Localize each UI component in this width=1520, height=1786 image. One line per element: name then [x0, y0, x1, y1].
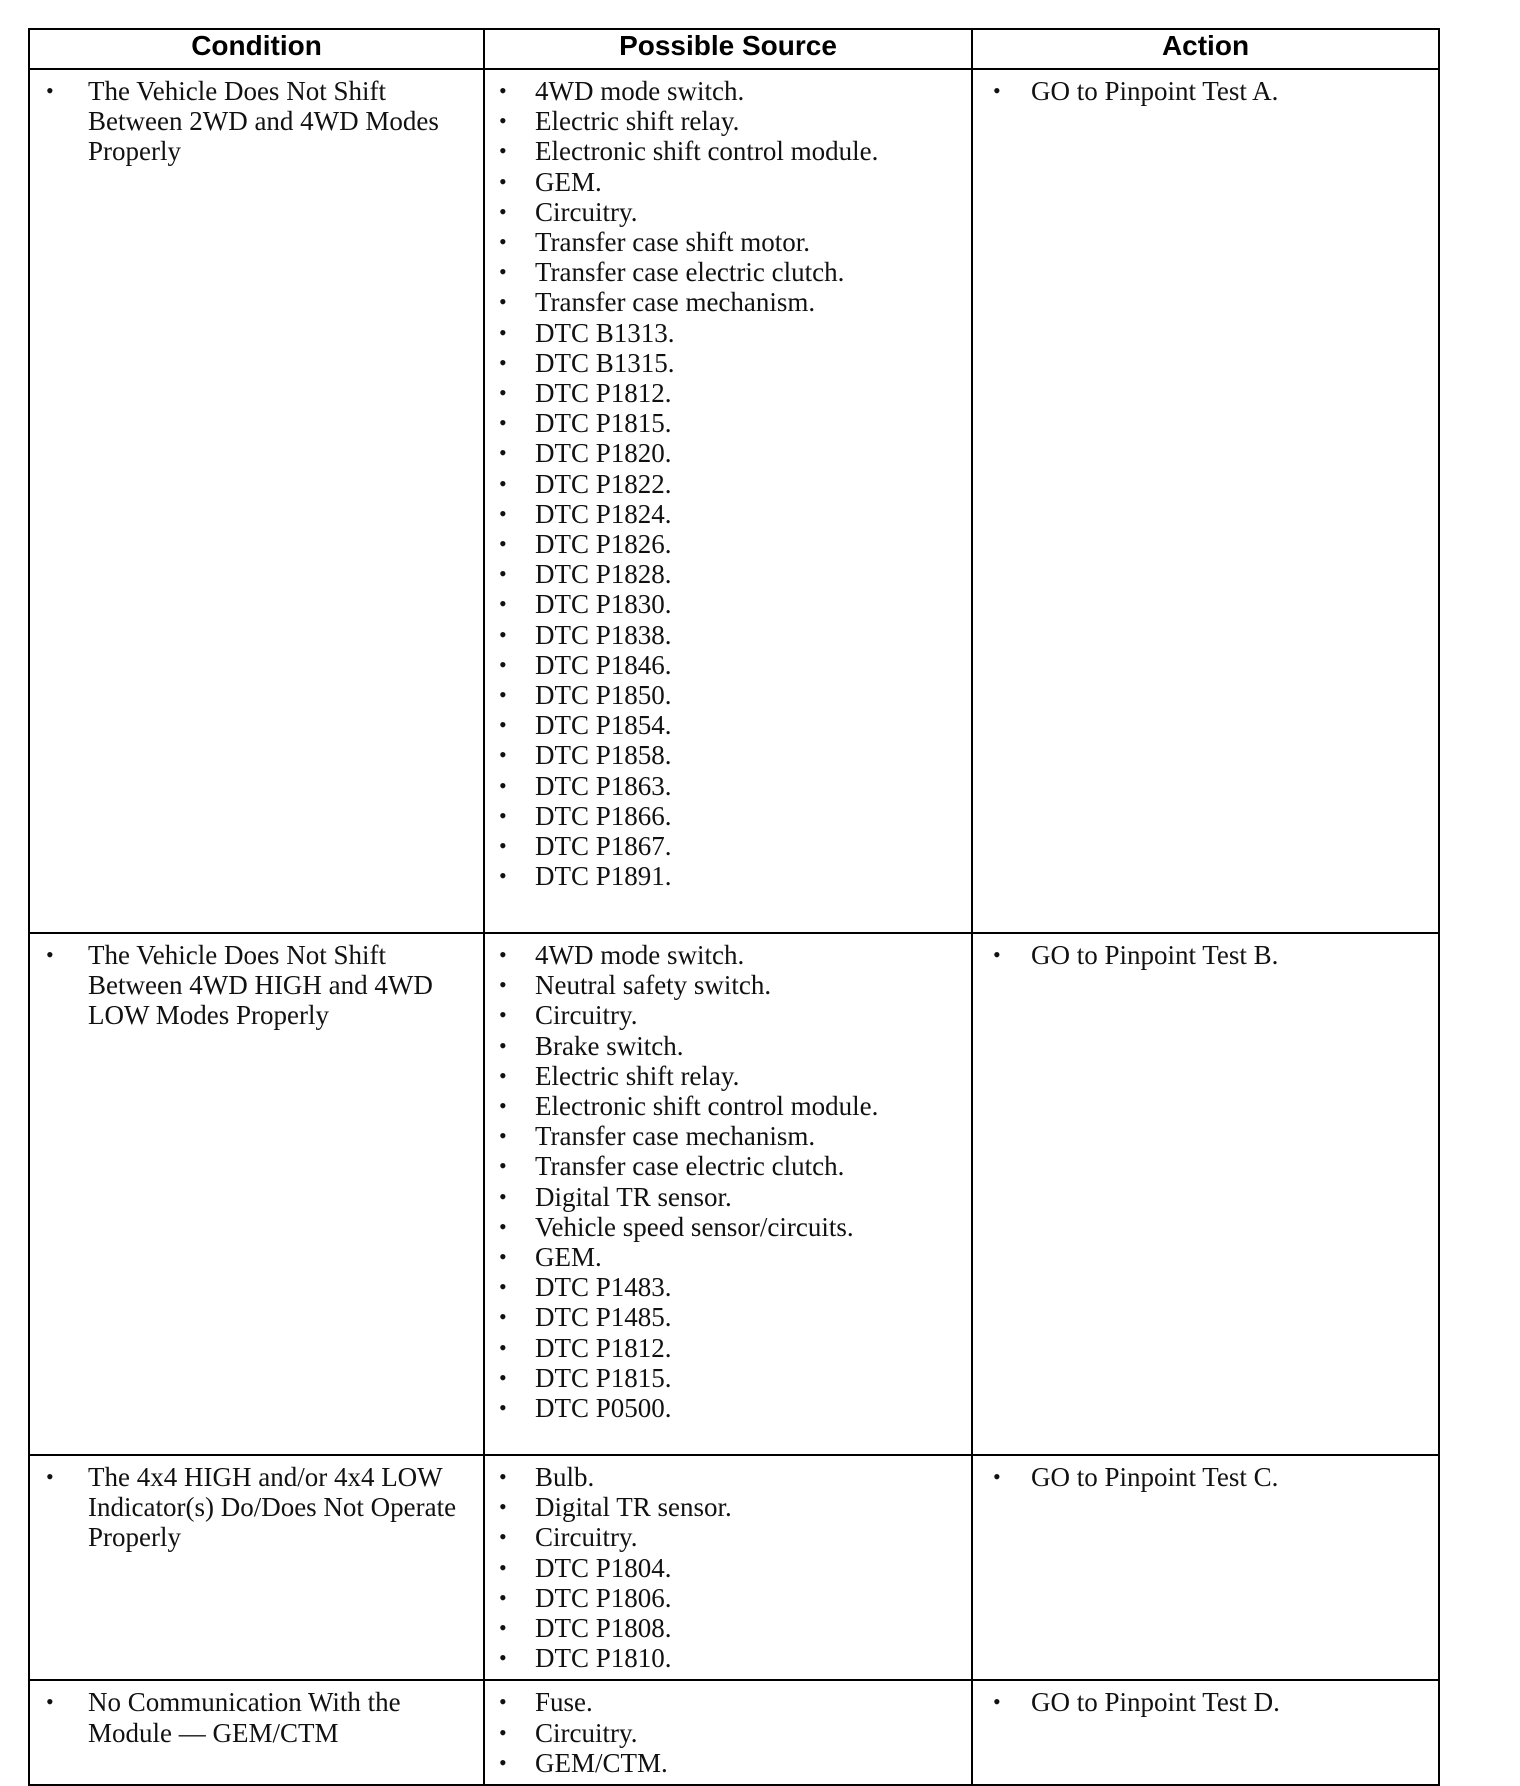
list-item	[973, 940, 1428, 970]
condition-text: The 4x4 HIGH and/or 4x4 LOW Indicator(s) Do/Does Not Operate Properly	[88, 1462, 457, 1553]
bullet-icon: •	[499, 1123, 507, 1149]
source-text: Vehicle speed sensor/circuits.	[535, 1211, 854, 1242]
source-text: DTC P1810.	[535, 1643, 672, 1674]
bullet-icon: •	[499, 1494, 507, 1520]
source-cell	[484, 1455, 972, 1680]
action-cell	[972, 69, 1439, 933]
condition-text: No Communication With the Module — GEM/CTM	[88, 1687, 401, 1748]
list-item	[30, 940, 473, 1031]
bullet-icon: •	[499, 772, 507, 798]
bullet-icon: •	[499, 742, 507, 768]
header-condition: Condition	[29, 29, 484, 69]
bullet-icon: •	[499, 1062, 507, 1088]
list-item	[485, 1553, 961, 1583]
bullet-icon: •	[499, 229, 507, 255]
source-text: DTC P0500.	[535, 1393, 672, 1424]
source-text: Digital TR sensor.	[535, 1492, 732, 1523]
source-text: DTC P1867.	[535, 831, 672, 862]
list-item	[973, 1687, 1428, 1717]
diagnostic-table-page	[28, 28, 1438, 1786]
action-text: GO to Pinpoint Test C.	[1031, 1462, 1279, 1492]
bullet-icon: •	[499, 78, 507, 103]
bullet-icon: •	[993, 942, 1001, 967]
action-text: GO to Pinpoint Test B.	[1031, 940, 1279, 970]
source-text: DTC P1854.	[535, 710, 672, 741]
bullet-icon: •	[499, 1554, 507, 1580]
bullet-icon: •	[499, 531, 507, 557]
list-item	[485, 831, 961, 861]
action-cell	[972, 933, 1439, 1455]
list-item	[485, 559, 961, 589]
list-item	[485, 1363, 961, 1393]
condition-cell	[29, 1455, 484, 1680]
bullet-icon: •	[499, 289, 507, 315]
list-item	[30, 1687, 473, 1747]
table-row	[29, 1455, 1439, 1680]
list-item	[485, 1000, 961, 1030]
bullet-icon: •	[499, 1364, 507, 1390]
list-item	[485, 771, 961, 801]
source-text: Transfer case mechanism.	[535, 287, 816, 318]
list-item	[485, 1522, 961, 1552]
list-item	[485, 106, 961, 136]
source-text: GEM/CTM.	[535, 1747, 668, 1778]
source-text: DTC P1850.	[535, 680, 672, 711]
source-text: Electric shift relay.	[535, 106, 740, 137]
source-cell	[484, 69, 972, 933]
bullet-icon: •	[499, 440, 507, 466]
list-item	[485, 1333, 961, 1363]
list-item	[485, 378, 961, 408]
header-row	[29, 29, 1439, 69]
source-text: Neutral safety switch.	[535, 970, 772, 1001]
bullet-icon: •	[499, 1153, 507, 1179]
source-text: DTC P1815.	[535, 408, 672, 439]
list-item	[485, 940, 961, 970]
source-text: DTC P1891.	[535, 861, 672, 892]
bullet-icon: •	[46, 1689, 54, 1715]
source-text: Transfer case electric clutch.	[535, 257, 845, 288]
bullet-icon: •	[499, 1615, 507, 1641]
list-item	[30, 76, 473, 167]
bullet-icon: •	[499, 863, 507, 889]
list-item	[973, 1462, 1428, 1492]
bullet-icon: •	[499, 349, 507, 375]
condition-text: The Vehicle Does Not Shift Between 2WD and 4WD Modes Properly	[88, 76, 439, 167]
header-possible-source: Possible Source	[484, 29, 972, 69]
header-action: Action	[972, 29, 1439, 69]
table-row	[29, 933, 1439, 1455]
list-item	[485, 1272, 961, 1302]
bullet-icon: •	[499, 108, 507, 134]
bullet-icon: •	[499, 1645, 507, 1671]
bullet-icon: •	[499, 1689, 507, 1715]
bullet-icon: •	[499, 1183, 507, 1209]
source-text: DTC P1806.	[535, 1582, 672, 1613]
list-item	[485, 348, 961, 378]
condition-cell	[29, 1680, 484, 1785]
source-text: DTC P1815.	[535, 1362, 672, 1393]
bullet-icon: •	[499, 1584, 507, 1610]
bullet-icon: •	[993, 78, 1001, 103]
symptom-chart-table	[28, 28, 1440, 1786]
list-item	[485, 1643, 961, 1673]
bullet-icon: •	[46, 1464, 54, 1489]
bullet-icon: •	[499, 198, 507, 224]
bullet-icon: •	[499, 1334, 507, 1360]
source-text: DTC P1824.	[535, 498, 672, 529]
list-item	[485, 680, 961, 710]
list-item	[973, 76, 1428, 106]
list-item	[485, 136, 961, 166]
bullet-icon: •	[499, 380, 507, 406]
source-text: Transfer case shift motor.	[535, 227, 810, 258]
list-item	[485, 227, 961, 257]
list-item	[485, 1748, 961, 1778]
action-cell	[972, 1680, 1439, 1785]
source-text: Electronic shift control module.	[535, 1091, 879, 1122]
bullet-icon: •	[499, 712, 507, 738]
list-item	[485, 287, 961, 317]
bullet-icon: •	[499, 470, 507, 496]
list-item	[485, 1061, 961, 1091]
source-text: DTC P1830.	[535, 589, 672, 620]
list-item	[485, 1613, 961, 1643]
action-cell	[972, 1455, 1439, 1680]
bullet-icon: •	[499, 1524, 507, 1550]
list-item	[485, 740, 961, 770]
list-item	[485, 438, 961, 468]
bullet-icon: •	[499, 621, 507, 647]
list-item	[485, 167, 961, 197]
list-item	[485, 620, 961, 650]
source-text: Circuitry.	[535, 1717, 638, 1748]
list-item	[485, 76, 961, 106]
source-text: DTC B1315.	[535, 347, 675, 378]
bullet-icon: •	[499, 1032, 507, 1058]
list-item	[30, 1462, 473, 1553]
bullet-icon: •	[499, 259, 507, 285]
list-item	[485, 710, 961, 740]
list-item	[485, 197, 961, 227]
source-text: Transfer case mechanism.	[535, 1121, 816, 1152]
bullet-icon: •	[499, 942, 507, 967]
condition-cell	[29, 933, 484, 1455]
source-text: 4WD mode switch.	[535, 76, 745, 106]
source-text: DTC P1808.	[535, 1613, 672, 1644]
list-item	[485, 529, 961, 559]
list-item	[485, 650, 961, 680]
bullet-icon: •	[499, 1395, 507, 1421]
source-text: Electronic shift control module.	[535, 136, 879, 167]
list-item	[485, 408, 961, 438]
list-item	[485, 1492, 961, 1522]
list-item	[485, 1151, 961, 1181]
source-text: DTC P1846.	[535, 649, 672, 680]
bullet-icon: •	[499, 319, 507, 345]
list-item	[485, 1242, 961, 1272]
source-text: DTC P1838.	[535, 619, 672, 650]
bullet-icon: •	[499, 1749, 507, 1775]
source-text: GEM.	[535, 166, 602, 197]
source-text: DTC P1866.	[535, 800, 672, 831]
list-item	[485, 1091, 961, 1121]
bullet-icon: •	[499, 972, 507, 998]
source-text: DTC P1804.	[535, 1552, 672, 1583]
source-text: Brake switch.	[535, 1030, 684, 1061]
table-row	[29, 69, 1439, 933]
bullet-icon: •	[46, 78, 54, 103]
bullet-icon: •	[499, 410, 507, 436]
list-item	[485, 1212, 961, 1242]
bullet-icon: •	[46, 942, 54, 967]
bullet-icon: •	[499, 168, 507, 194]
bullet-icon: •	[499, 802, 507, 828]
source-text: DTC P1828.	[535, 559, 672, 590]
list-item	[485, 801, 961, 831]
list-item	[485, 1031, 961, 1061]
source-text: Fuse.	[535, 1687, 593, 1718]
bullet-icon: •	[499, 682, 507, 708]
source-text: DTC B1313.	[535, 317, 675, 348]
bullet-icon: •	[993, 1464, 1001, 1489]
bullet-icon: •	[499, 1213, 507, 1239]
list-item	[485, 1393, 961, 1423]
table-row	[29, 1680, 1439, 1785]
bullet-icon: •	[499, 561, 507, 587]
source-text: DTC P1485.	[535, 1302, 672, 1333]
source-cell	[484, 1680, 972, 1785]
source-text: DTC P1826.	[535, 529, 672, 560]
source-text: 4WD mode switch.	[535, 940, 745, 970]
list-item	[485, 970, 961, 1000]
source-text: GEM.	[535, 1242, 602, 1273]
list-item	[485, 1302, 961, 1332]
bullet-icon: •	[499, 1274, 507, 1300]
list-item	[485, 1462, 961, 1492]
list-item	[485, 1121, 961, 1151]
list-item	[485, 1718, 961, 1748]
list-item	[485, 1182, 961, 1212]
list-item	[485, 1583, 961, 1613]
bullet-icon: •	[499, 1464, 507, 1489]
bullet-icon: •	[499, 1244, 507, 1270]
source-text: DTC P1483.	[535, 1272, 672, 1303]
bullet-icon: •	[993, 1689, 1001, 1715]
bullet-icon: •	[499, 833, 507, 859]
bullet-icon: •	[499, 651, 507, 677]
list-item	[485, 1687, 961, 1717]
source-text: Transfer case electric clutch.	[535, 1151, 845, 1182]
source-text: Circuitry.	[535, 1522, 638, 1553]
source-text: DTC P1858.	[535, 740, 672, 771]
list-item	[485, 861, 961, 891]
bullet-icon: •	[499, 1093, 507, 1119]
bullet-icon: •	[499, 1002, 507, 1028]
action-text: GO to Pinpoint Test A.	[1031, 76, 1279, 106]
source-text: Digital TR sensor.	[535, 1181, 732, 1212]
source-cell	[484, 933, 972, 1455]
source-text: DTC P1820.	[535, 438, 672, 469]
list-item	[485, 499, 961, 529]
source-text: DTC P1822.	[535, 468, 672, 499]
source-text: DTC P1863.	[535, 770, 672, 801]
source-text: Electric shift relay.	[535, 1060, 740, 1091]
source-text: DTC P1812.	[535, 378, 672, 409]
bullet-icon: •	[499, 1304, 507, 1330]
bullet-icon: •	[499, 1719, 507, 1745]
list-item	[485, 257, 961, 287]
bullet-icon: •	[499, 138, 507, 164]
source-text: Circuitry.	[535, 196, 638, 227]
bullet-icon: •	[499, 591, 507, 617]
source-text: DTC P1812.	[535, 1332, 672, 1363]
source-text: Bulb.	[535, 1462, 595, 1492]
condition-text: The Vehicle Does Not Shift Between 4WD HIGH and 4WD LOW Modes Properly	[88, 940, 433, 1031]
bullet-icon: •	[499, 500, 507, 526]
list-item	[485, 318, 961, 348]
condition-cell	[29, 69, 484, 933]
list-item	[485, 469, 961, 499]
list-item	[485, 589, 961, 619]
action-text: GO to Pinpoint Test D.	[1031, 1687, 1280, 1718]
source-text: Circuitry.	[535, 1000, 638, 1031]
